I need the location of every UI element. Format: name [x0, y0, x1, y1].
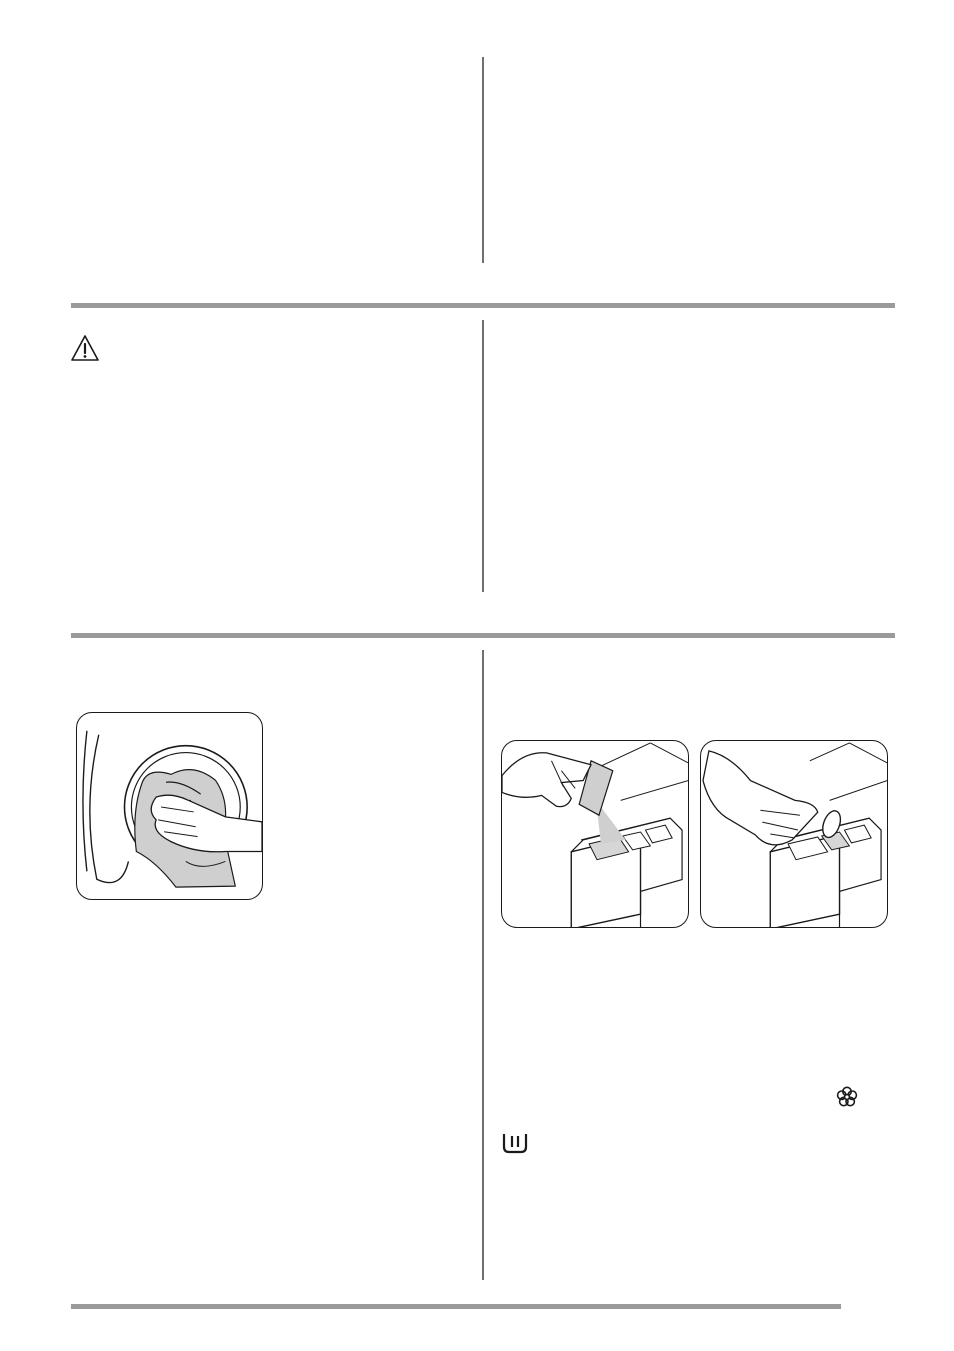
pour-detergent-powder-illustration	[501, 740, 689, 928]
pour-liquid-illustration	[700, 740, 888, 928]
section-rule-2	[71, 633, 895, 638]
load-laundry-illustration	[76, 712, 263, 900]
flower-icon	[835, 1085, 859, 1109]
section-rule-1	[71, 303, 895, 308]
warning-icon	[70, 334, 100, 362]
column-divider-3	[482, 650, 484, 1280]
prewash-tub-icon	[502, 1132, 528, 1154]
column-divider-2	[482, 320, 484, 592]
column-divider-1	[482, 57, 484, 263]
footer-rule	[71, 1304, 841, 1309]
